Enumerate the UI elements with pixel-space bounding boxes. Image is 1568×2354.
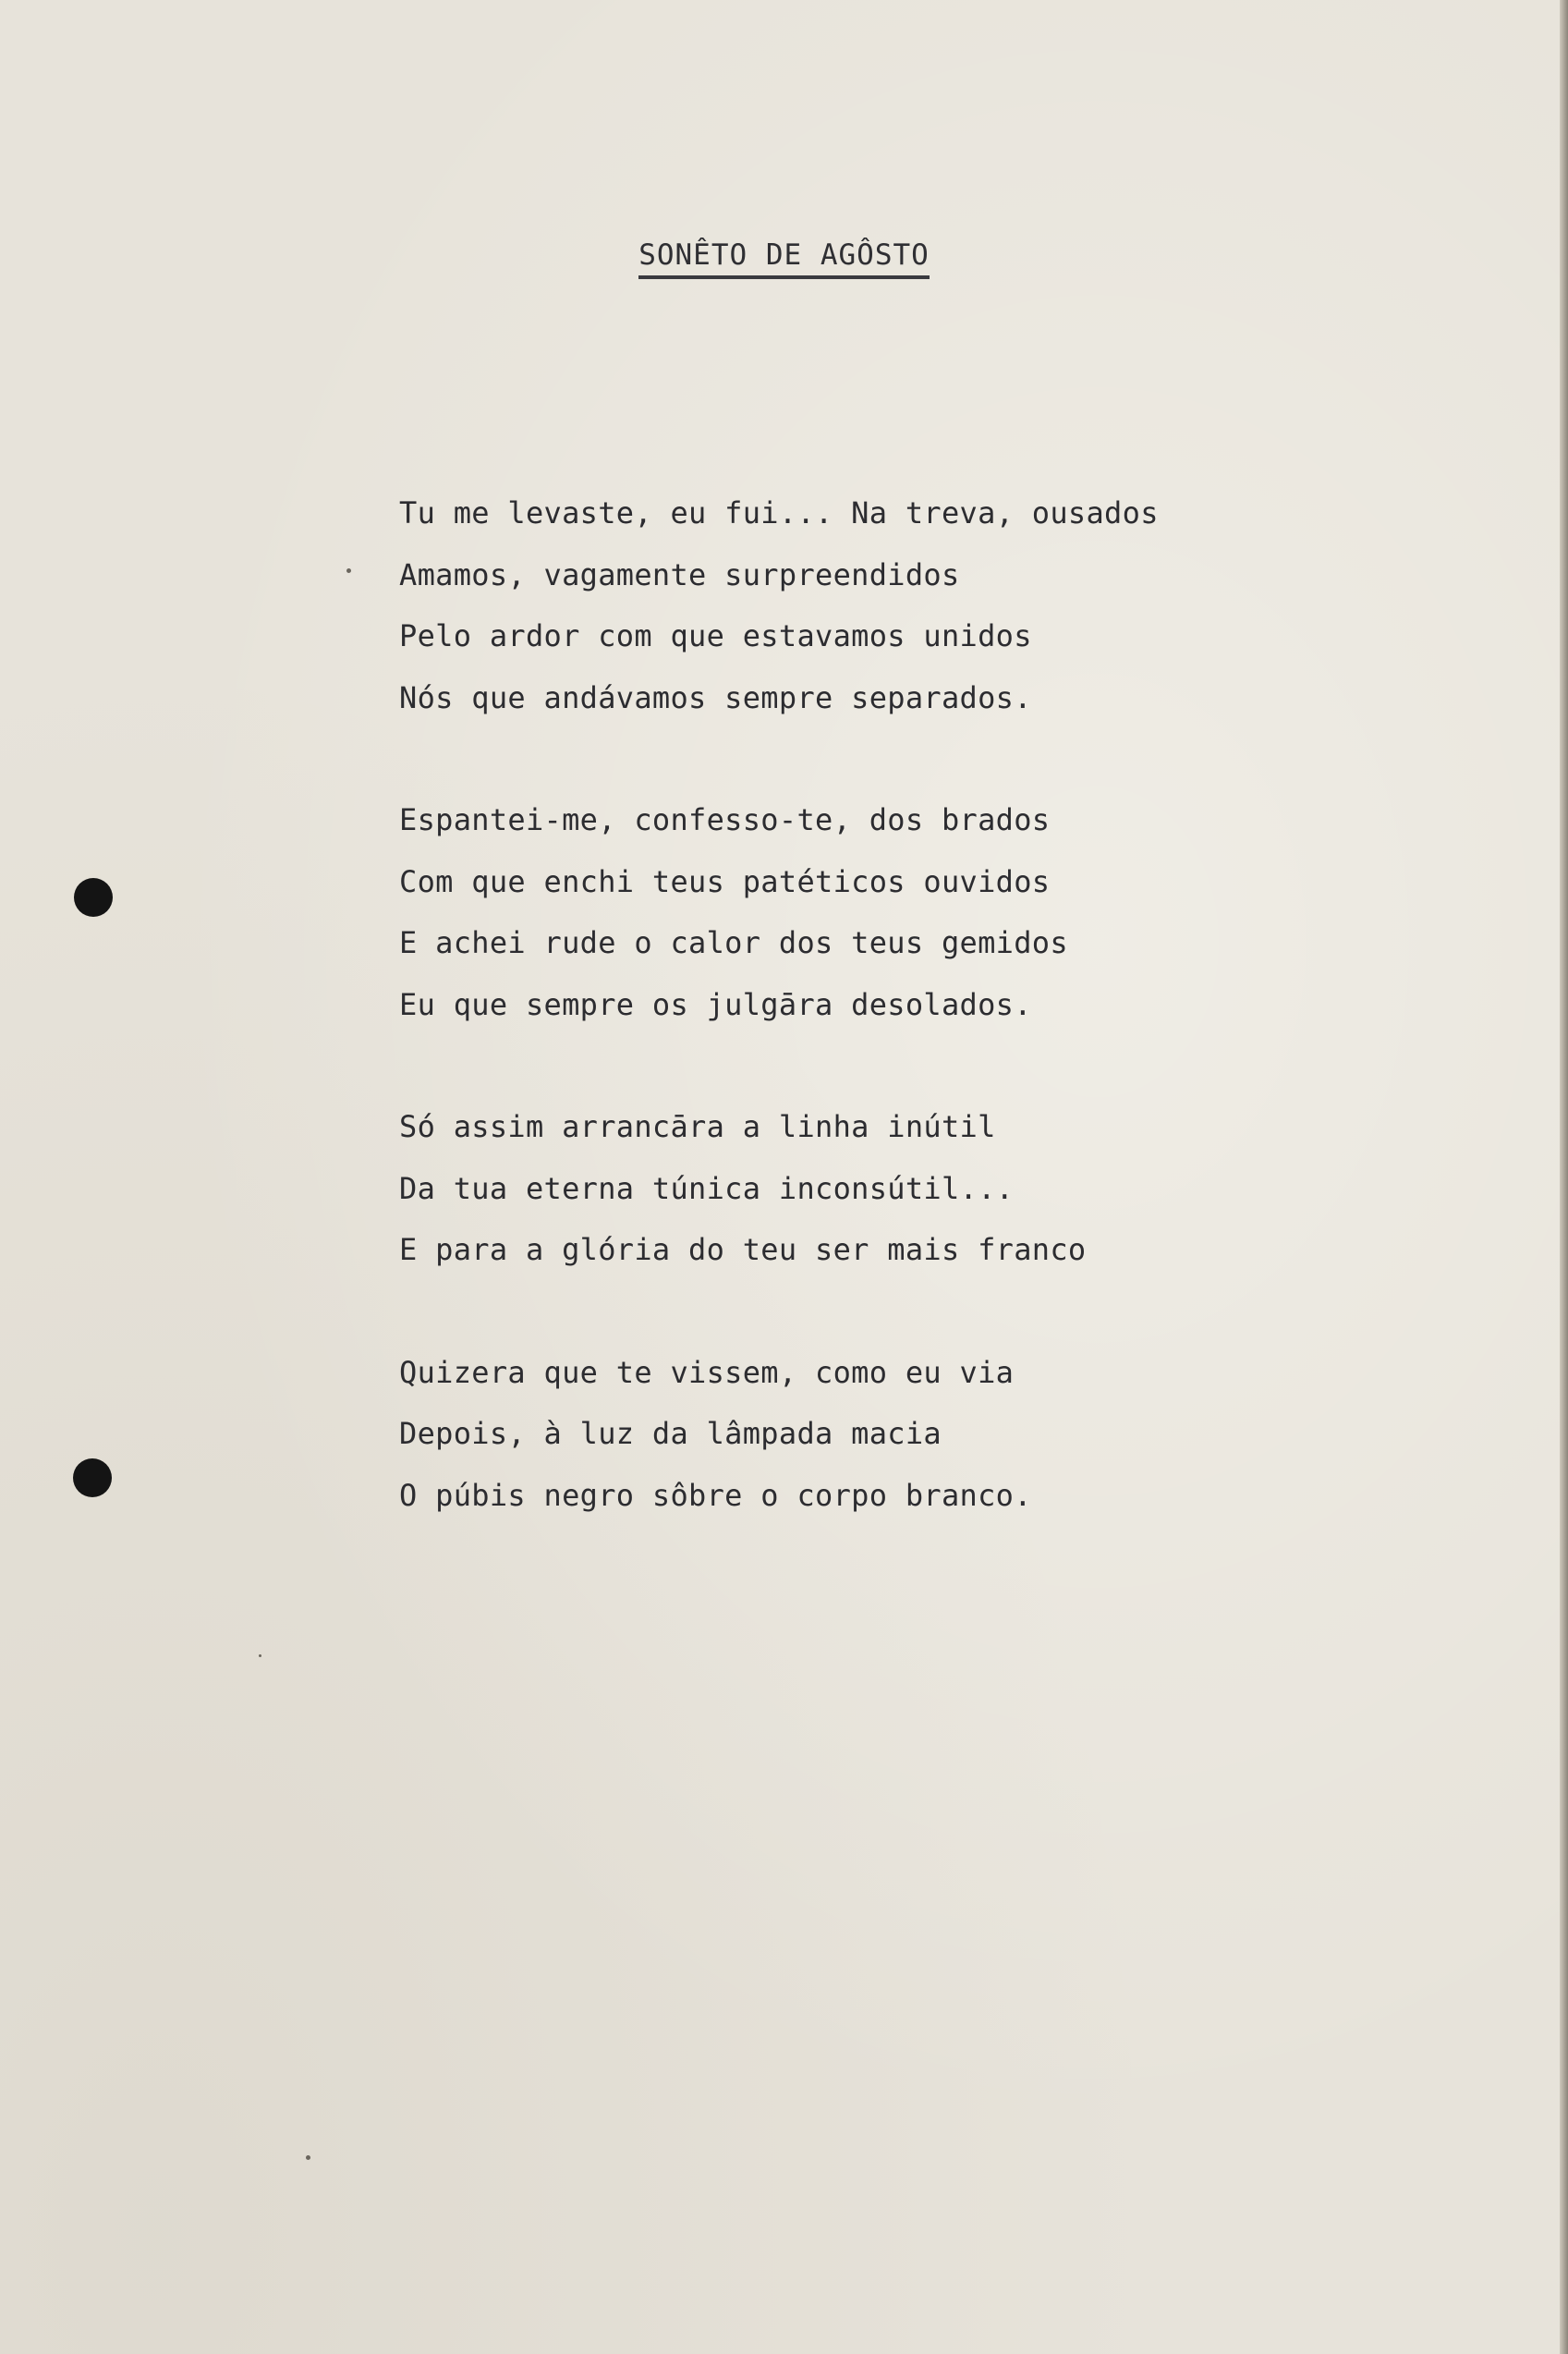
stanza-3 bbox=[399, 1096, 1323, 1281]
stanza-1 bbox=[399, 482, 1323, 728]
poem-line: Só assim arrancāra a linha inútil bbox=[399, 1109, 996, 1144]
punch-hole-top bbox=[74, 878, 113, 917]
paper-speck bbox=[346, 568, 351, 573]
poem-line: Eu que sempre os julgāra desolados. bbox=[399, 986, 1032, 1022]
poem-line: Pelo ardor com que estavamos unidos bbox=[399, 618, 1032, 653]
poem-title: SONÊTO DE AGÔSTO bbox=[638, 238, 930, 279]
poem-line: Depois, à luz da lâmpada macia bbox=[399, 1416, 942, 1451]
poem-line: Da tua eterna túnica inconsútil... bbox=[399, 1170, 1015, 1206]
title-area bbox=[0, 238, 1568, 279]
stanza-4 bbox=[399, 1342, 1323, 1527]
poem-line: Espantei-me, confesso-te, dos brados bbox=[399, 802, 1051, 837]
poem-line: Quizera que te vissem, como eu via bbox=[399, 1354, 1015, 1390]
poem-line: O púbis negro sôbre o corpo branco. bbox=[399, 1477, 1032, 1513]
poem-body bbox=[399, 482, 1323, 1587]
punch-hole-bottom bbox=[73, 1458, 112, 1497]
paper-speck bbox=[259, 1654, 261, 1657]
poem-line: E para a glória do teu ser mais franco bbox=[399, 1232, 1087, 1267]
poem-line: E achei rude o calor dos teus gemidos bbox=[399, 925, 1068, 960]
poem-line: Amamos, vagamente surpreendidos bbox=[399, 556, 960, 592]
poem-line: Nós que andávamos sempre separados. bbox=[399, 679, 1032, 715]
poem-line: Tu me levaste, eu fui... Na treva, ousados bbox=[399, 495, 1159, 531]
paper-edge bbox=[1560, 0, 1568, 2354]
paper-speck bbox=[306, 2155, 310, 2160]
poem-line: Com que enchi teus patéticos ouvidos bbox=[399, 863, 1051, 899]
stanza-2 bbox=[399, 789, 1323, 1035]
